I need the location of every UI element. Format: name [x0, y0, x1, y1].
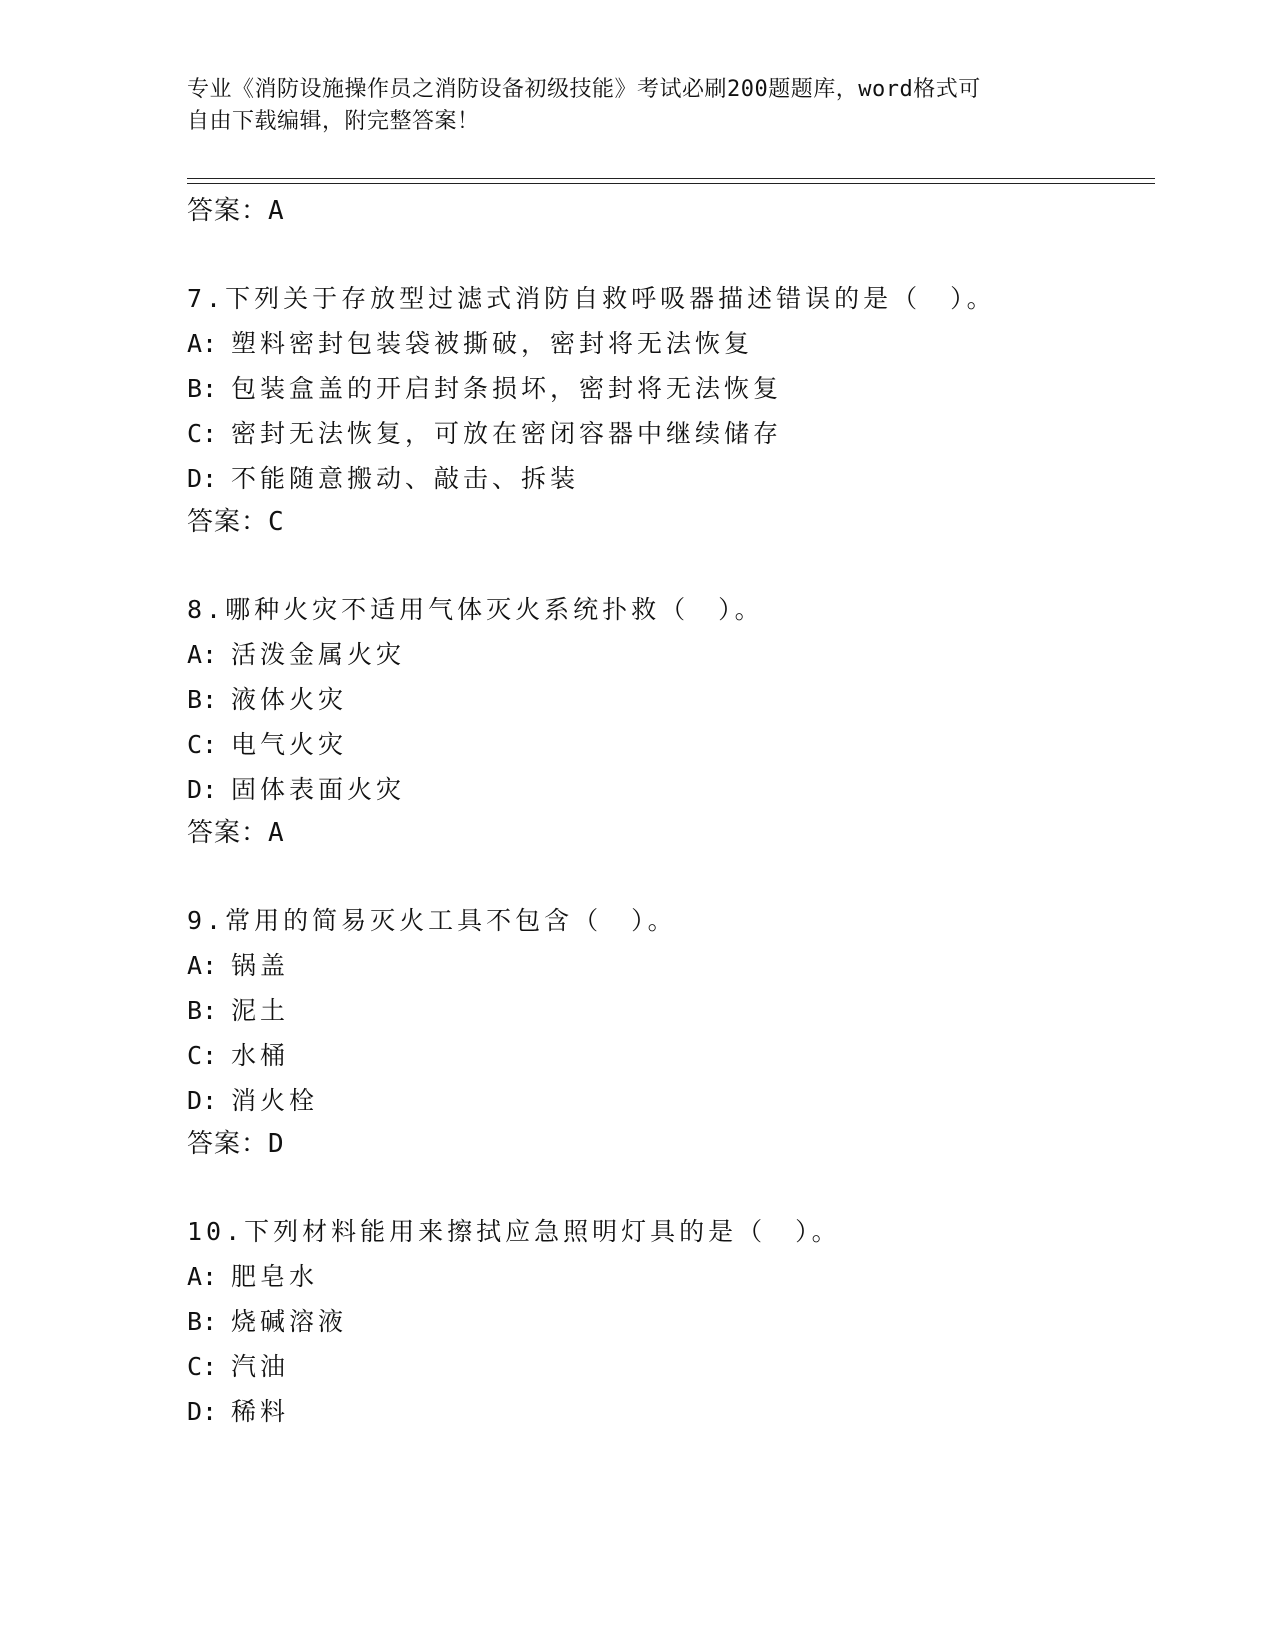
question-block [187, 593, 1155, 850]
question-list [187, 194, 1155, 1440]
option-a [187, 949, 1155, 994]
option-d [187, 1084, 1155, 1129]
option-letter: D: [187, 775, 218, 804]
spacer [187, 228, 1155, 282]
option-letter: C: [187, 730, 218, 759]
option-text: 泥土 [231, 996, 290, 1025]
option-a [187, 1260, 1155, 1305]
answer-value: C [268, 507, 285, 537]
option-letter: D: [187, 1086, 218, 1115]
answer-label: 答案： [187, 507, 269, 537]
option-text: 汽油 [231, 1352, 290, 1381]
option-text: 消火栓 [231, 1086, 319, 1115]
option-letter: B: [187, 685, 218, 714]
question-block [187, 904, 1155, 1161]
question-title: 8.哪种火灾不适用气体灭火系统扑救（ ）。 [187, 595, 764, 624]
option-text: 包装盒盖的开启封条损坏，密封将无法恢复 [231, 374, 783, 403]
option-text: 烧碱溶液 [231, 1307, 348, 1336]
option-text: 稀料 [231, 1397, 290, 1426]
option-text: 活泼金属火灾 [231, 640, 406, 669]
option-c [187, 417, 1155, 462]
spacer [187, 1161, 1155, 1215]
option-letter: B: [187, 374, 218, 403]
header-line-1: 专业《消防设施操作员之消防设备初级技能》考试必刷200题题库，word格式可 [187, 77, 981, 102]
option-text: 密封无法恢复，可放在密闭容器中继续储存 [231, 419, 783, 448]
option-c [187, 1039, 1155, 1084]
option-b [187, 994, 1155, 1039]
option-text: 锅盖 [231, 951, 290, 980]
answer-line [187, 505, 1155, 539]
option-c [187, 728, 1155, 773]
spacer [187, 539, 1155, 593]
answer-label: 答案： [187, 818, 269, 848]
option-d [187, 462, 1155, 507]
option-b [187, 683, 1155, 728]
answer-label: 答案： [187, 1129, 269, 1159]
option-letter: C: [187, 419, 218, 448]
header-line-2: 自由下载编辑，附完整答案！ [187, 109, 480, 134]
option-text: 塑料密封包装袋被撕破，密封将无法恢复 [231, 329, 754, 358]
answer-value: A [268, 818, 285, 848]
question-title: 10.下列材料能用来擦拭应急照明灯具的是（ ）。 [187, 1217, 841, 1246]
option-text: 水桶 [231, 1041, 290, 1070]
option-text: 液体火灾 [231, 685, 348, 714]
option-a [187, 638, 1155, 683]
option-letter: A: [187, 1262, 218, 1291]
question-block [187, 1215, 1155, 1440]
option-b [187, 372, 1155, 417]
answer-line [187, 1127, 1155, 1161]
option-text: 固体表面火灾 [231, 775, 406, 804]
option-letter: A: [187, 329, 218, 358]
answer-line [187, 194, 1155, 228]
option-letter: A: [187, 951, 218, 980]
answer-label: 答案： [187, 196, 269, 226]
answer-value: A [268, 196, 285, 226]
option-c [187, 1350, 1155, 1395]
document-page [187, 0, 1157, 1650]
option-text: 不能随意搬动、敲击、拆装 [231, 464, 580, 493]
answer-value: D [268, 1129, 285, 1159]
question-block [187, 282, 1155, 539]
option-letter: D: [187, 1397, 218, 1426]
question-title: 9.常用的简易灭火工具不包含（ ）。 [187, 906, 677, 935]
option-d [187, 773, 1155, 818]
option-letter: C: [187, 1352, 218, 1381]
header-divider [187, 178, 1155, 184]
option-a [187, 327, 1155, 372]
question-title: 7.下列关于存放型过滤式消防自救呼吸器描述错误的是（ ）。 [187, 284, 996, 313]
option-letter: B: [187, 996, 218, 1025]
option-b [187, 1305, 1155, 1350]
option-d [187, 1395, 1155, 1440]
option-letter: C: [187, 1041, 218, 1070]
option-text: 电气火灾 [231, 730, 348, 759]
spacer [187, 850, 1155, 904]
option-letter: D: [187, 464, 218, 493]
option-letter: A: [187, 640, 218, 669]
answer-line [187, 816, 1155, 850]
option-letter: B: [187, 1307, 218, 1336]
document-header [187, 74, 1087, 138]
option-text: 肥皂水 [231, 1262, 319, 1291]
